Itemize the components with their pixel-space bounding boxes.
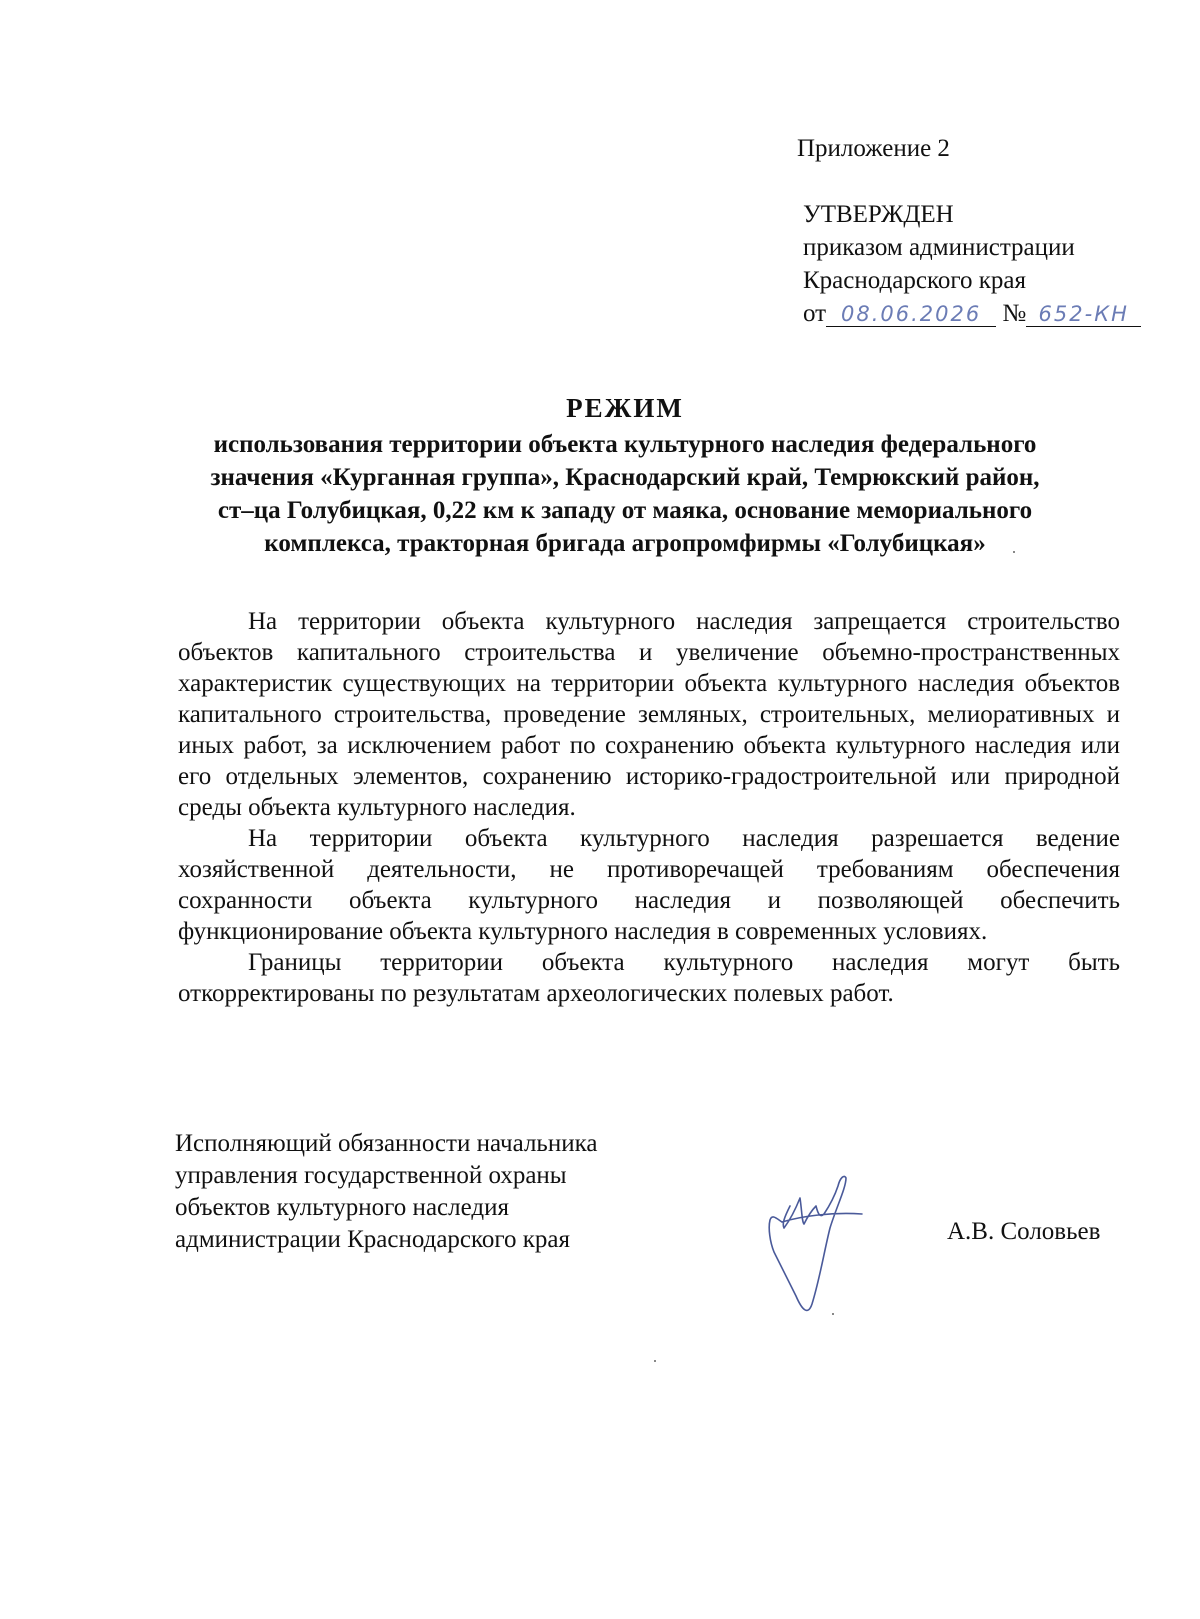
body-paragraph-permissions: На территории объекта культурного наследия разрешается ведение хозяйственной деятельности, не противоречащей требованиям обеспечения сохранности объекта культурного наследия и позволяющей обеспечить функционирование объекта культурного наследия в современных условиях.: [178, 825, 1120, 945]
subtitle-line: использования территории объекта культурного наследия федерального: [213, 431, 1037, 458]
position-line: объектов культурного наследия: [175, 1194, 509, 1221]
approval-status: УТВЕРЖДЕН: [803, 201, 954, 228]
subtitle-line: ст–ца Голубицкая, 0,22 км к западу от маяка, основание мемориального: [217, 497, 1033, 524]
approval-line-2: Краснодарского края: [803, 267, 1026, 294]
scan-speck: [1013, 551, 1015, 553]
position-line: Исполняющий обязанности начальника: [175, 1130, 598, 1157]
position-line: администрации Краснодарского края: [175, 1226, 571, 1253]
subtitle-line: комплекса, тракторная бригада агропромфирмы «Голубицкая»: [264, 530, 986, 557]
handwritten-signature: [762, 1168, 882, 1328]
approval-stamp-block: [803, 198, 1141, 330]
order-number-label: №: [1002, 300, 1027, 327]
position-line: управления государственной охраны: [175, 1162, 567, 1189]
scan-speck: [832, 1313, 834, 1315]
body-paragraph-boundaries: Границы территории объекта культурного наследия могут быть откорректированы по результатам археологических полевых работ.: [178, 949, 1120, 1007]
body-paragraph-prohibitions: На территории объекта культурного наследия запрещается строительство объектов капитального строительства и увеличение объемно-пространственных характеристик существующих на территории объекта культурного наследия объектов капитального строительства, проведение земляных, строительных, мелиоративных и иных работ, за исключением работ по сохранению объекта культурного наследия или его отдельных элементов, сохранению историко-градостроительной или природной среды объекта культурного наследия.: [178, 608, 1120, 821]
appendix-label: Приложение 2: [797, 135, 950, 162]
document-title: РЕЖИМ: [566, 393, 684, 423]
order-number: 652-КН: [1026, 302, 1141, 327]
signatory-position: [175, 1128, 695, 1256]
subtitle-line: значения «Курганная группа», Краснодарский край, Темрюкский район,: [210, 464, 1040, 491]
document-title-block: [150, 390, 1100, 560]
order-date: 08.06.2026: [826, 302, 996, 327]
order-from-label: от: [803, 300, 827, 327]
scan-speck: [654, 1360, 656, 1362]
document-body: [178, 606, 1120, 1009]
signatory-name: А.В. Соловьев: [947, 1218, 1101, 1245]
document-subtitle: [150, 428, 1100, 560]
approval-line-1: приказом администрации: [803, 234, 1075, 261]
order-date-number-line: [803, 297, 1141, 330]
